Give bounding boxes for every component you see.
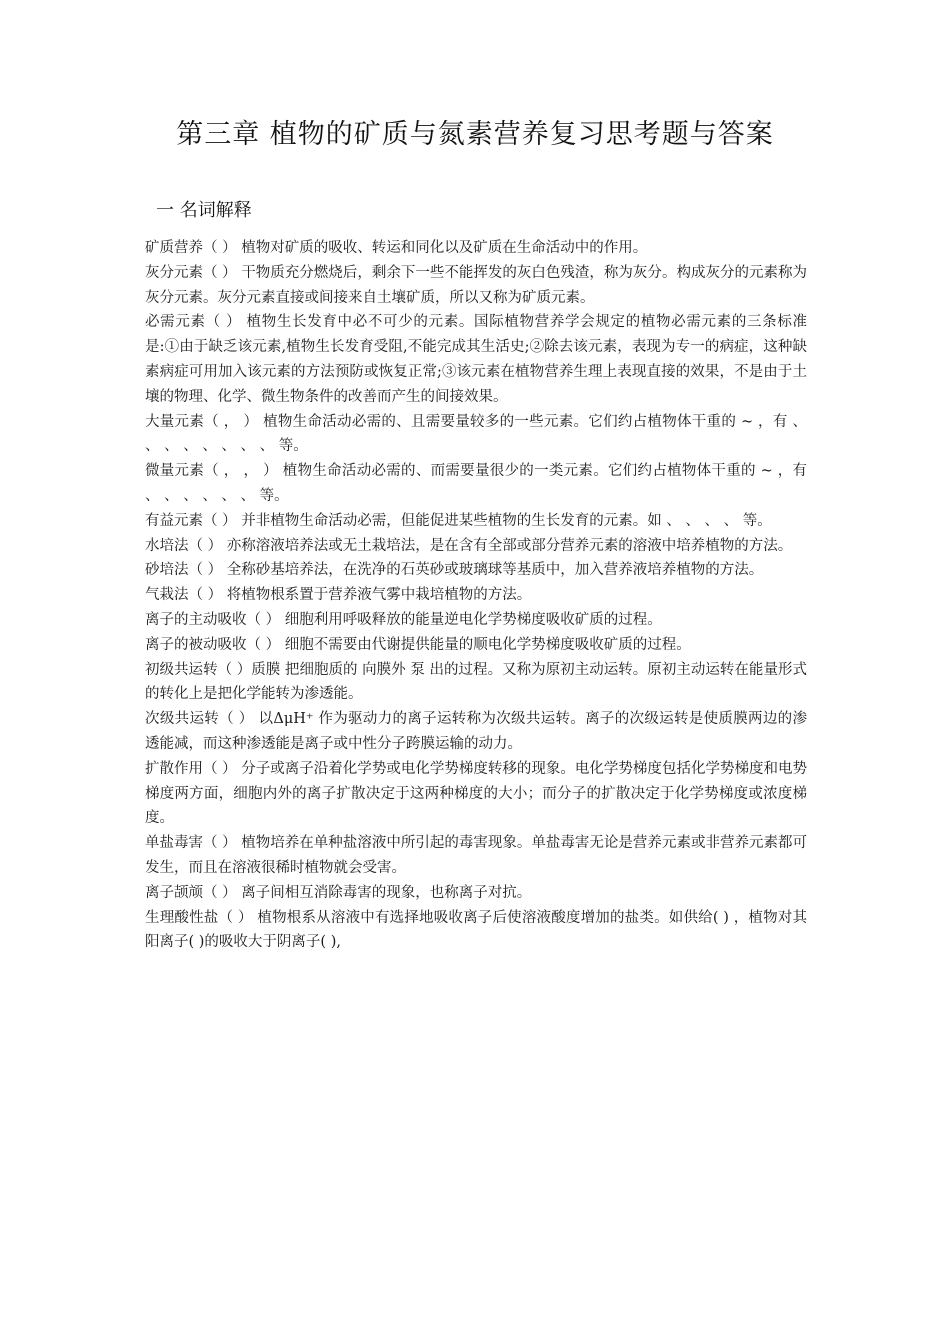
definition-list xyxy=(145,236,807,955)
definition-primary-transport: 初级共运转（ ）质膜 把细胞质的 向膜外 泵 出的过程。又称为原初主动运转。原初主动运转在能量形式的转化上是把化学能转为渗透能。 xyxy=(145,661,807,703)
definition-microelement: 微量元素（ ， ， ） 植物生命活动必需的、而需要量很少的一类元素。它们约占植物体干重的 ~ ，有 、 、 、 、 、 、 等。 xyxy=(145,463,807,504)
definition-mineral-nutrition: 矿质营养（ ） 植物对矿质的吸收、转运和同化以及矿质在生命活动中的作用。 xyxy=(145,240,648,256)
definition-single-salt-toxicity: 单盐毒害（ ） 植物培养在单种盐溶液中所引起的毒害现象。单盐毒害无论是营养元素或非营养元素都可发生，而且在溶液很稀时植物就会受害。 xyxy=(145,835,807,876)
definition-water-culture: 水培法（ ） 亦称溶液培养法或无土栽培法，是在含有全部或部分营养元素的溶液中培养植物的方法。 xyxy=(145,537,793,554)
definition-aeroponics: 气栽法（ ） 将植物根系置于营养液气雾中栽培植物的方法。 xyxy=(145,587,532,604)
definition-passive-absorption: 离子的被动吸收（ ） 细胞不需要由代谢提供能量的顺电化学势梯度吸收矿质的过程。 xyxy=(145,636,691,653)
definition-essential-element: 必需元素（ ） 植物生长发育中必不可少的元素。国际植物营养学会规定的植物必需元素的三条标准是:①由于缺乏该元素,植物生长发育受阻,不能完成其生活史;②除去该元素，表现为专一的病症，这种缺素病症可用加入该元素的方法预防或恢复正常;③该元素在植物营养生理上表现直接的效果，不是由于土壤的物理、化学、微生物条件的改善而产生的间接效果。 xyxy=(145,314,807,405)
definition-sand-culture: 砂培法（ ） 全称砂基培养法，在洗净的石英砂或玻璃球等基质中，加入营养液培养植物的方法。 xyxy=(145,562,764,579)
definition-active-absorption: 离子的主动吸收（ ） 细胞利用呼吸释放的能量逆电化学势梯度吸收矿质的过程。 xyxy=(145,611,662,628)
definition-diffusion: 扩散作用（ ） 分子或离子沿着化学势或电化学势梯度转移的现象。电化学势梯度包括化学势梯度和电势梯度两方面，细胞内外的离子扩散决定于这两种梯度的大小；而分子的扩散决定于化学势梯度或浓度梯度。 xyxy=(145,760,807,827)
page-title: 第三章 植物的矿质与氮素营养复习思考题与答案 xyxy=(176,119,774,150)
definition-macroelement: 大量元素（ ， ） 植物生命活动必需的、且需要量较多的一些元素。它们约占植物体干重的 ~ ，有 、 、 、 、 、 、 、 、 等。 xyxy=(145,413,807,455)
definition-beneficial-element: 有益元素（ ） 并非植物生命活动必需，但能促进某些植物的生长发育的元素。如 、 、 、 、 等。 xyxy=(145,512,772,529)
definition-physiological-acid-salt: 生理酸性盐（ ） 植物根系从溶液中有选择地吸收离子后使溶液酸度增加的盐类。如供给( ) ，植物对其阳离子( )的吸收大于阴离子( ), xyxy=(145,909,807,951)
definition-secondary-transport: 次级共运转（ ） 以ΔμH⁺ 作为驱动力的离子运转称为次级共运转。离子的次级运转是使质膜两边的渗透能减，而这种渗透能是离子或中性分子跨膜运输的动力。 xyxy=(145,711,807,752)
section-heading: 一 名词解释 xyxy=(156,200,252,221)
definition-ion-antagonism: 离子颉颃（ ） 离子间相互消除毒害的现象，也称离子对抗。 xyxy=(145,884,532,901)
definition-ash-element: 灰分元素（ ） 干物质充分燃烧后，剩余下一些不能挥发的灰白色残渣，称为灰分。构成灰分的元素称为灰分元素。灰分元素直接或间接来自土壤矿质，所以又称为矿质元素。 xyxy=(145,264,807,306)
